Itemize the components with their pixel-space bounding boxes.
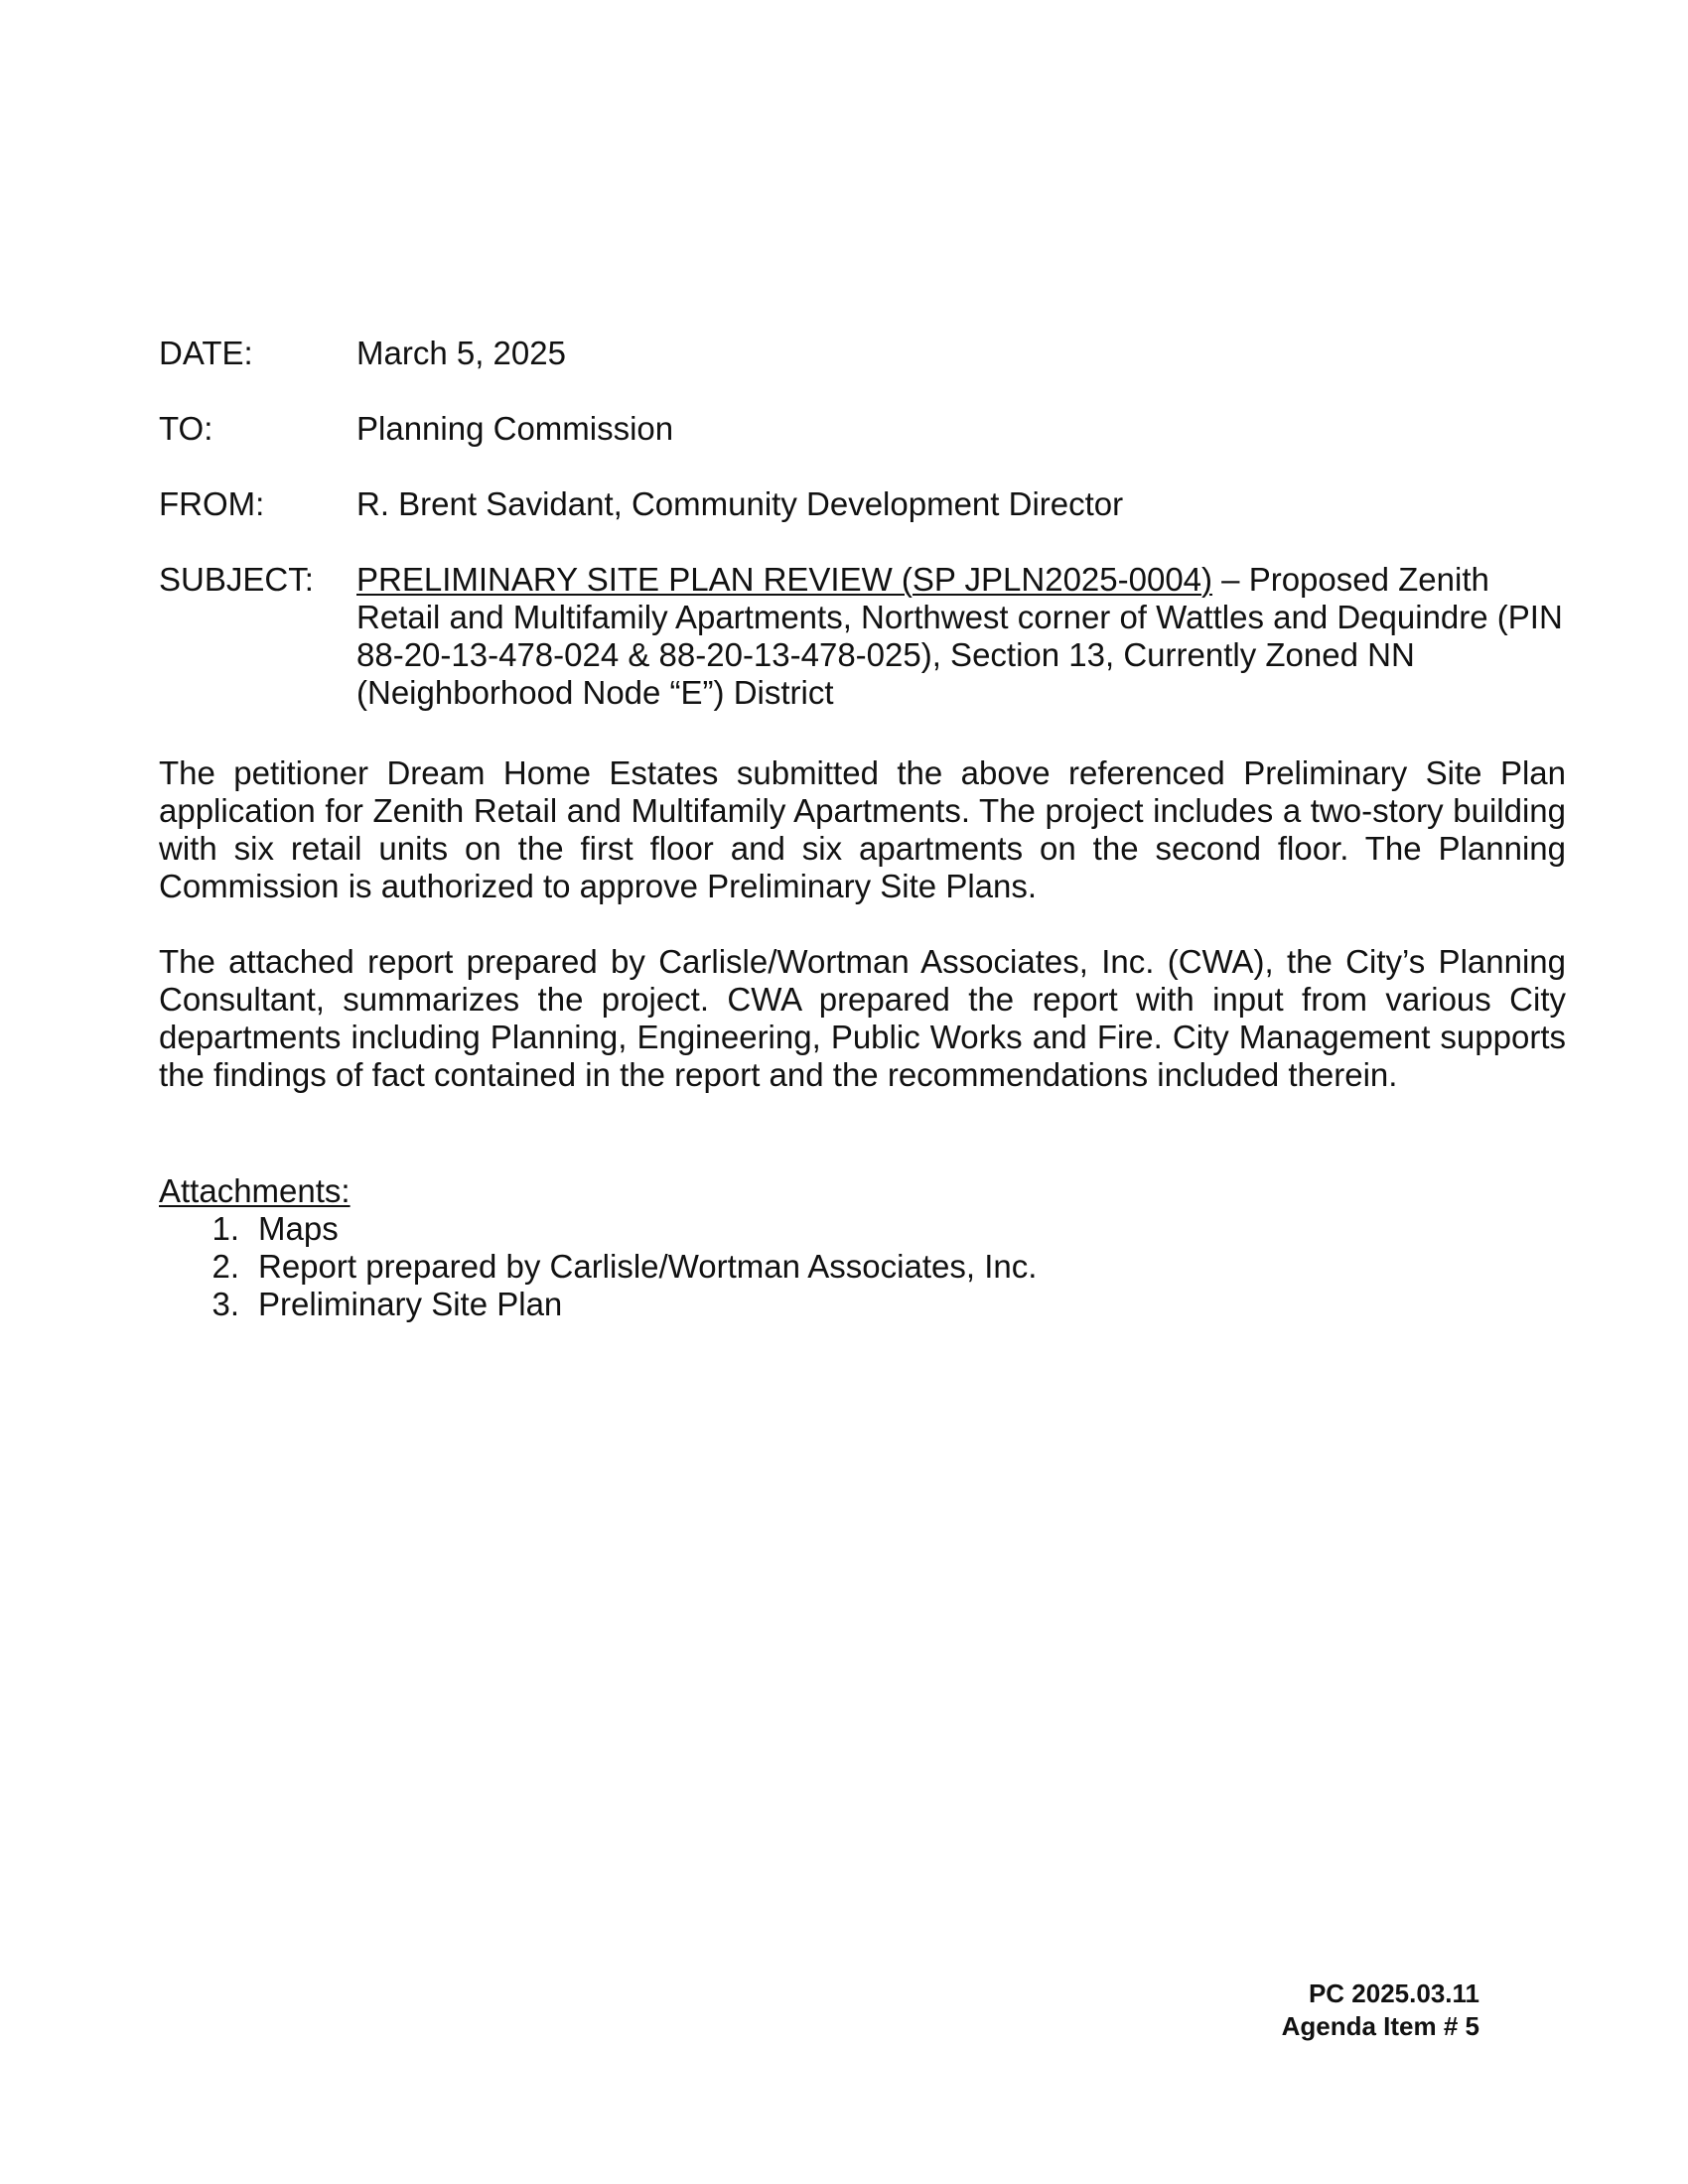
memo-date-row [159,335,1566,372]
memo-header [159,335,1566,750]
memo-subject-row [159,561,1566,712]
date-value: March 5, 2025 [356,335,566,371]
attachment-text: Preliminary Site Plan [258,1286,563,1322]
subject-value [356,561,1566,712]
agenda-footer [1282,1978,1479,2043]
from-value: R. Brent Savidant, Community Development Director [356,485,1124,522]
attachment-number: 1. [211,1210,239,1247]
subject-description: – Proposed Zenith Retail and Multifamily Apartments, Northwest corner of Wattles and Dequindre (PIN 88-20-13-478-024 & 88-20-13-478-025), Section 13, Currently Zoned NN (Neighborhood Node “E”) District [356,561,1563,711]
memo-from-row [159,485,1566,523]
body-paragraph-2: The attached report prepared by Carlisle/Wortman Associates, Inc. (CWA), the City’s Planning Consultant, summarizes the project. CWA prepared the report with input from various City departments including Planning, Engineering, Public Works and Fire. City Management supports the findings of fact contained in the report and the recommendations included therein. [159,943,1566,1093]
subject-label: SUBJECT: [159,561,314,598]
attachment-number: 2. [211,1248,239,1285]
to-label: TO: [159,410,213,447]
attachments-section [159,1172,1566,1323]
date-label: DATE: [159,335,253,371]
attachment-item [159,1286,1566,1323]
attachment-item [159,1210,1566,1248]
attachments-list [159,1210,1566,1323]
attachments-heading: Attachments: [159,1172,351,1209]
body-paragraph-1: The petitioner Dream Home Estates submitted the above referenced Preliminary Site Plan application for Zenith Retail and Multifamily Apartments. The project includes a two-story building with six retail units on the first floor and six apartments on the second floor. The Planning Commission is authorized to approve Preliminary Site Plans. [159,754,1566,904]
from-label: FROM: [159,485,265,522]
to-value: Planning Commission [356,410,674,447]
attachment-number: 3. [211,1286,239,1322]
footer-agenda-item: Agenda Item # 5 [1281,2011,1479,2041]
attachment-text: Report prepared by Carlisle/Wortman Associates, Inc. [258,1248,1038,1285]
attachment-text: Maps [258,1210,339,1247]
attachment-item [159,1248,1566,1286]
memo-to-row [159,410,1566,448]
subject-case-title: PRELIMINARY SITE PLAN REVIEW (SP JPLN2025-0004) [356,561,1213,598]
footer-meeting-id: PC 2025.03.11 [1308,1979,1479,2008]
